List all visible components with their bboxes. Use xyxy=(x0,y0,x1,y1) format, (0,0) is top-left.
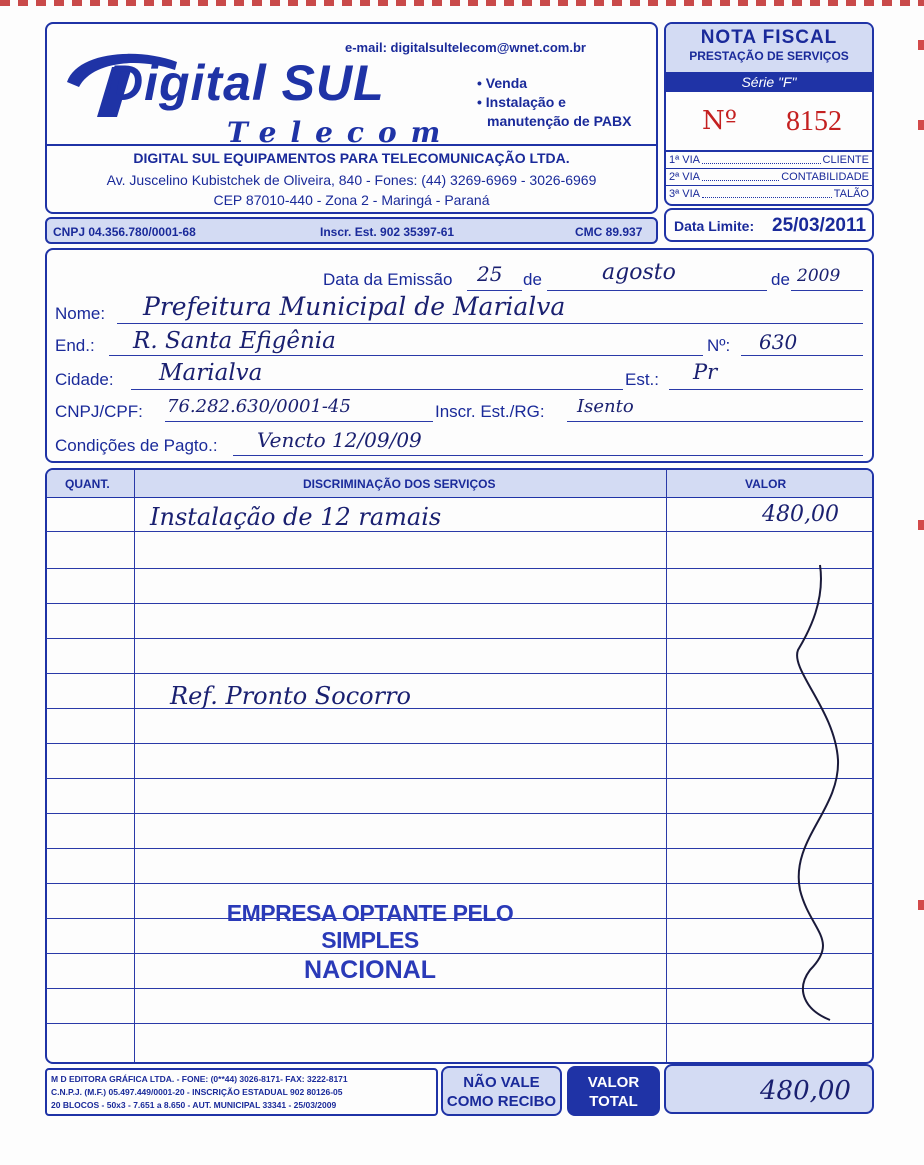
col-divider-2 xyxy=(666,470,667,1062)
nao-vale-line-1: NÃO VALE xyxy=(463,1074,540,1091)
row-line-2 xyxy=(46,568,874,569)
cidade-value: Marialva xyxy=(159,360,263,386)
col-valor: VALOR xyxy=(745,477,787,491)
via-3-label: 3ª VIA xyxy=(669,188,700,200)
row-line-9 xyxy=(46,813,874,814)
services-list xyxy=(477,74,631,131)
row-line-15 xyxy=(46,1023,874,1024)
perforation-top xyxy=(0,0,924,6)
emissao-month-line xyxy=(547,290,767,291)
row-line-14 xyxy=(46,988,874,989)
nota-number: 8152 xyxy=(786,106,842,137)
row-line-5 xyxy=(46,673,874,674)
nota-serie: Série "F" xyxy=(666,72,872,92)
via-2 xyxy=(666,169,872,186)
est-line xyxy=(669,389,863,390)
col-quant: QUANT. xyxy=(65,477,110,491)
company-inscr: Inscr. Est. 902 35397-61 xyxy=(320,225,455,239)
nota-number-label: Nº xyxy=(702,106,737,136)
header-divider xyxy=(47,144,656,146)
side-mark-2 xyxy=(918,120,924,130)
reference-note: Ref. Pronto Socorro xyxy=(170,682,411,710)
stamp-line-1: EMPRESA OPTANTE PELO SIMPLES xyxy=(226,900,514,953)
emissao-year-line xyxy=(791,290,863,291)
nao-vale-line-2: COMO RECIBO xyxy=(446,1093,557,1110)
cnpj-value: 76.282.630/0001-45 xyxy=(167,396,351,417)
via-3 xyxy=(666,186,872,202)
stamp-line-2: NACIONAL xyxy=(304,956,436,984)
cond-label: Condições de Pagto.: xyxy=(55,436,218,455)
row-line-3 xyxy=(46,603,874,604)
via-2-dots xyxy=(702,170,779,181)
via-3-dest: TALÃO xyxy=(833,188,869,200)
legal-name: DIGITAL SUL EQUIPAMENTOS PARA TELECOMUNICAÇÃO LTDA. xyxy=(133,150,570,166)
emissao-de-1: de xyxy=(523,270,542,289)
cidade-line xyxy=(131,389,623,390)
inscr-value: Isento xyxy=(577,396,634,417)
service-pabx: manutenção de PABX xyxy=(487,113,632,129)
end-line xyxy=(109,355,703,356)
via-2-label: 2ª VIA xyxy=(669,171,700,183)
data-limite-value: 25/03/2011 xyxy=(772,215,867,236)
est-value: Pr xyxy=(693,360,718,384)
row-line-1 xyxy=(46,531,874,532)
nome-label: Nome: xyxy=(55,304,106,323)
item-value: 480,00 xyxy=(762,502,839,527)
emissao-month: agosto xyxy=(602,260,676,285)
cidade-label: Cidade: xyxy=(55,370,114,389)
side-mark-4 xyxy=(918,900,924,910)
nota-subtitle: PRESTAÇÃO DE SERVIÇOS xyxy=(689,49,849,63)
row-line-11 xyxy=(46,883,874,884)
company-cnpj: CNPJ 04.356.780/0001-68 xyxy=(53,225,196,239)
nome-value: Prefeitura Municipal de Marialva xyxy=(143,292,566,321)
num-label: Nº: xyxy=(707,336,731,355)
item-description: Instalação de 12 ramais xyxy=(150,503,442,531)
valor-total-label xyxy=(567,1066,660,1116)
end-value: R. Santa Efigênia xyxy=(133,328,336,354)
valor-total-box xyxy=(664,1064,874,1114)
logo-sub-text: Telecom xyxy=(227,116,455,149)
valor-total-line-2: TOTAL xyxy=(589,1093,638,1110)
simples-stamp xyxy=(190,900,550,985)
cep-line: CEP 87010-440 - Zona 2 - Maringá - Paraná xyxy=(213,192,490,208)
col-divider-1 xyxy=(134,470,135,1062)
via-1 xyxy=(666,152,872,169)
nota-title: NOTA FISCAL xyxy=(700,27,838,48)
cond-line xyxy=(233,455,863,456)
via-1-dots xyxy=(702,153,821,164)
via-3-dots xyxy=(702,187,832,198)
via-1-dest: CLIENTE xyxy=(822,154,869,166)
table-header xyxy=(47,470,872,498)
end-label: End.: xyxy=(55,336,95,355)
client-form xyxy=(45,248,874,463)
via-2-dest: CONTABILIDADE xyxy=(781,171,869,183)
printer-line-3: 20 BLOCOS - 50x3 - 7.651 a 8.650 - AUT. MUNICIPAL 33341 - 25/03/2009 xyxy=(51,1100,337,1110)
strike-squiggle-icon xyxy=(780,560,870,1030)
service-venda: • Venda xyxy=(477,75,528,91)
row-line-4 xyxy=(46,638,874,639)
row-line-7 xyxy=(46,743,874,744)
side-mark-3 xyxy=(918,520,924,530)
inscr-label: Inscr. Est./RG: xyxy=(435,402,545,421)
printer-line-1: M D EDITORA GRÁFICA LTDA. - FONE: (0**44) 3026-8171- FAX: 3222-8171 xyxy=(51,1074,348,1084)
num-line xyxy=(741,355,863,356)
emissao-day-line xyxy=(467,290,522,291)
company-logo xyxy=(57,34,497,154)
company-email: e-mail: digitalsultelecom@wnet.com.br xyxy=(345,40,586,55)
row-line-10 xyxy=(46,848,874,849)
company-cmc: CMC 89.937 xyxy=(575,225,643,239)
nota-vias xyxy=(666,150,872,202)
company-registration-bar xyxy=(45,217,658,244)
emissao-year: 2009 xyxy=(797,266,841,286)
emissao-day: 25 xyxy=(477,262,503,286)
row-line-8 xyxy=(46,778,874,779)
address-line: Av. Juscelino Kubistchek de Oliveira, 840 - Fones: (44) 3269-6969 - 3026-6969 xyxy=(106,172,597,188)
company-header xyxy=(45,22,658,214)
cnpj-line xyxy=(165,421,433,422)
emissao-label: Data da Emissão xyxy=(323,270,453,289)
nao-vale-recibo xyxy=(441,1066,562,1116)
valor-total-amount: 480,00 xyxy=(760,1076,851,1106)
nota-fiscal-box xyxy=(664,22,874,206)
nome-line xyxy=(117,323,863,324)
emissao-de-2: de xyxy=(771,270,790,289)
printer-info xyxy=(45,1068,438,1116)
data-limite-label: Data Limite: xyxy=(674,218,755,234)
est-label: Est.: xyxy=(625,370,660,389)
logo-main-text: Digital SUL xyxy=(107,55,385,111)
data-limite-box xyxy=(664,208,874,242)
nota-title-block xyxy=(666,24,872,72)
cond-value: Vencto 12/09/09 xyxy=(257,428,422,452)
num-value: 630 xyxy=(759,330,798,354)
via-1-label: 1ª VIA xyxy=(669,154,700,166)
printer-line-2: C.N.P.J. (M.F.) 05.497.449/0001-20 - INSCRIÇÃO ESTADUAL 902 80126-05 xyxy=(51,1087,343,1097)
cnpj-label: CNPJ/CPF: xyxy=(55,402,143,421)
valor-total-line-1: VALOR xyxy=(587,1074,640,1091)
side-mark-1 xyxy=(918,40,924,50)
col-desc: DISCRIMINAÇÃO DOS SERVIÇOS xyxy=(303,477,496,491)
inscr-line xyxy=(567,421,863,422)
service-instalacao: • Instalação e xyxy=(477,94,566,110)
